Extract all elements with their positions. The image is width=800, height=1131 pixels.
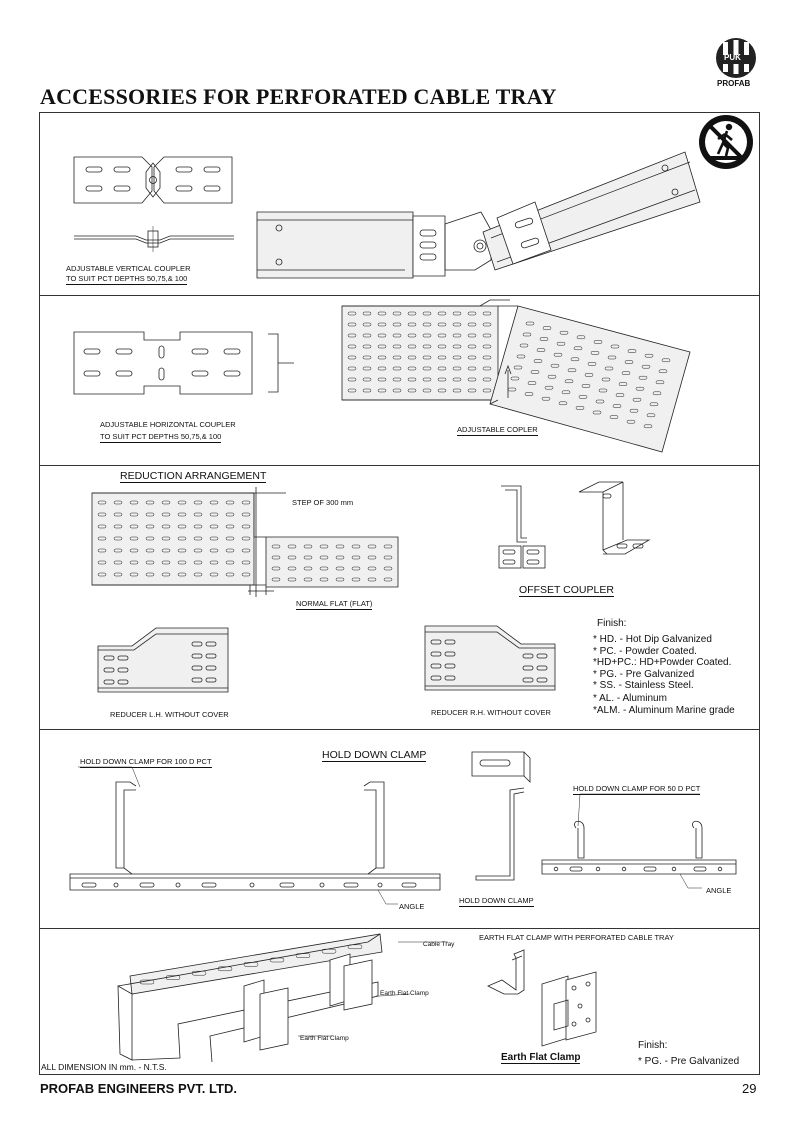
earth-flat-clamp-label-2: Earth Flat Clamp (300, 1035, 349, 1042)
cable-tray-label: Cable Tray (423, 941, 455, 948)
finish-item: * PG. - Pre Galvanized (593, 668, 695, 680)
angle-left-label: ANGLE (399, 902, 425, 911)
footer-company: PROFAB ENGINEERS PVT. LTD. (40, 1081, 237, 1096)
earth-flat-clamp-title: Earth Flat Clamp (501, 1052, 581, 1063)
page-title: ACCESSORIES FOR PERFORATED CABLE TRAY (40, 84, 557, 109)
angle-right-label: ANGLE (706, 886, 732, 895)
reducer-lh-drawing (96, 626, 236, 696)
vertical-coupler-top-drawing (72, 155, 242, 225)
hold-down-clamp-50-drawing (540, 792, 740, 892)
page-number: 29 (742, 1081, 757, 1096)
reduction-arrangement-drawing (90, 485, 410, 605)
finish-item: * AL. - Aluminum (593, 693, 667, 704)
clamp-50-label: HOLD DOWN CLAMP FOR 50 D PCT (573, 784, 701, 793)
all-dimension-note: ALL DIMENSION IN mm. - N.T.S. (41, 1062, 167, 1072)
finish-item: * SS. - Stainless Steel. (593, 680, 694, 691)
hold-down-clamp-small-label: HOLD DOWN CLAMP (459, 896, 534, 905)
earth-finish-item: * PG. - Pre Galvanized (638, 1056, 740, 1067)
hold-down-clamp-100-drawing (68, 780, 448, 900)
logo-mark: PUK (724, 53, 741, 62)
finish-title: Finish: (597, 618, 627, 629)
horizontal-coupler-label-2: TO SUIT PCT DEPTHS 50,75,& 100 (100, 432, 222, 441)
hold-down-clamp-title: HOLD DOWN CLAMP (322, 749, 427, 761)
reducer-rh-drawing (423, 624, 563, 694)
section-divider-3 (39, 729, 760, 730)
finish-item: *ALM. - Aluminum Marine grade (593, 705, 735, 716)
adjustable-copler-label: ADJUSTABLE COPLER (457, 425, 538, 434)
vertical-coupler-assembly-drawing (255, 150, 705, 280)
earth-flat-clamp-drawing (484, 950, 604, 1050)
offset-coupler-label: OFFSET COUPLER (519, 584, 614, 596)
logo-brand: PROFAB (717, 79, 751, 88)
vertical-coupler-label-1: ADJUSTABLE VERTICAL COUPLER (66, 264, 191, 273)
normal-flat-label: NORMAL FLAT (FLAT) (296, 599, 373, 608)
reducer-rh-label: REDUCER R.H. WITHOUT COVER (431, 708, 551, 717)
vertical-coupler-label-2: TO SUIT PCT DEPTHS 50,75,& 100 (66, 274, 188, 283)
horizontal-coupler-label-1: ADJUSTABLE HORIZONTAL COUPLER (100, 420, 236, 429)
reduction-arrangement-label: REDUCTION ARRANGEMENT (120, 470, 267, 482)
earth-flat-clamp-label-1: Earth Flat Clamp (380, 990, 429, 997)
finish-item: *HD+PC.: HD+Powder Coated. (593, 657, 732, 668)
offset-coupler-drawing (495, 480, 655, 570)
section-divider-1 (39, 295, 760, 296)
section-divider-2 (39, 465, 760, 466)
horizontal-coupler-drawing (72, 330, 302, 400)
clamp-100-label: HOLD DOWN CLAMP FOR 100 D PCT (80, 757, 212, 766)
finish-item: * PC. - Powder Coated. (593, 645, 697, 657)
earth-finish-title: Finish: (638, 1040, 668, 1051)
vertical-coupler-side-drawing (72, 226, 242, 254)
hold-down-clamp-small-drawing (466, 748, 536, 883)
no-walking-on-tray-icon (696, 112, 756, 172)
earth-clamp-heading: EARTH FLAT CLAMP WITH PERFORATED CABLE TRAY (479, 933, 674, 942)
finish-item: * HD. - Hot Dip Galvanized (593, 634, 712, 645)
profab-logo (712, 36, 760, 92)
reducer-lh-label: REDUCER L.H. WITHOUT COVER (110, 710, 229, 719)
step-label: STEP OF 300 mm (292, 498, 354, 507)
